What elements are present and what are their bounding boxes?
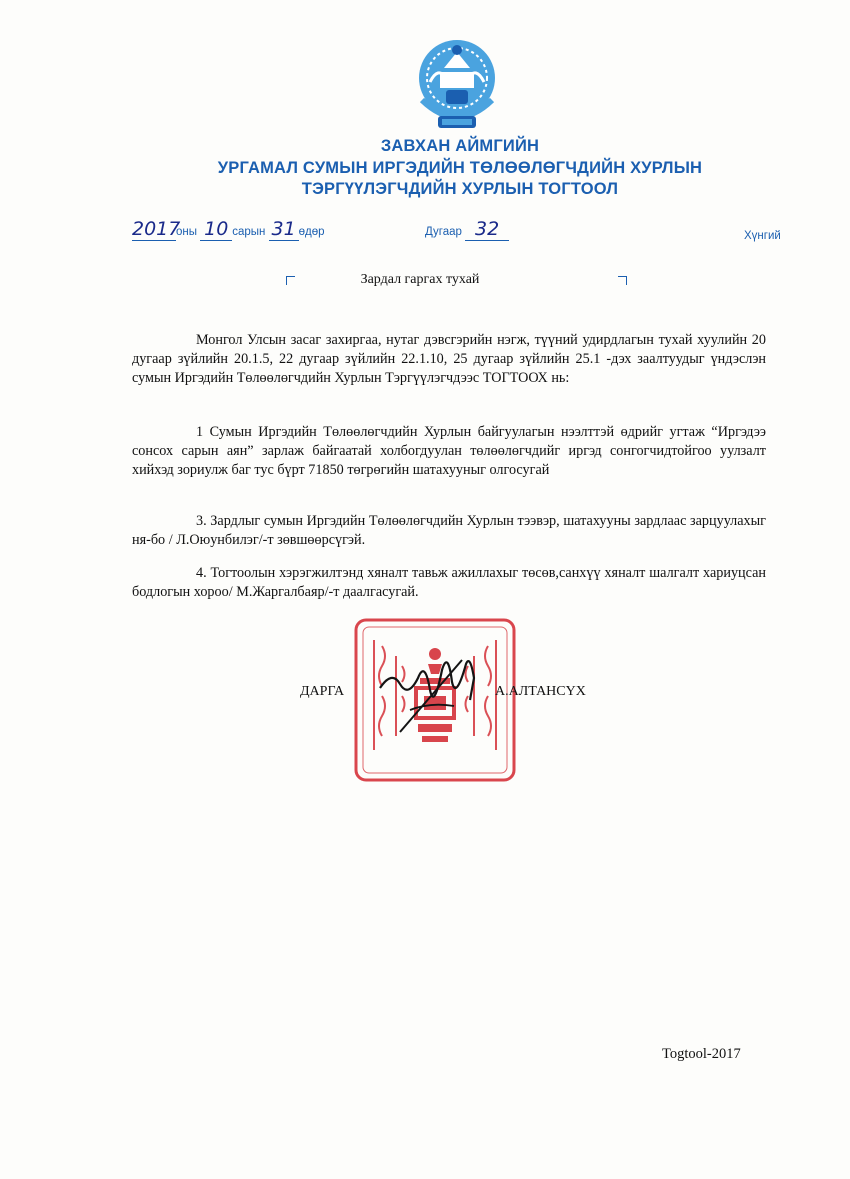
month-value: 10 bbox=[200, 218, 232, 241]
day-label: өдөр bbox=[298, 226, 325, 238]
body-paragraph bbox=[132, 564, 766, 602]
body-paragraph bbox=[132, 512, 766, 550]
signatory-name: А.АЛТАНСҮХ bbox=[495, 684, 586, 699]
day-value: 31 bbox=[269, 218, 299, 241]
body-paragraph bbox=[132, 423, 766, 480]
document-code: Togtool-2017 bbox=[662, 1046, 741, 1062]
state-emblem-icon bbox=[416, 38, 498, 132]
body-paragraph bbox=[132, 331, 766, 388]
year-label: оны bbox=[176, 226, 198, 238]
handwritten-signature bbox=[370, 640, 490, 740]
organization-title-line1: ЗАВХАН АЙМГИЙН bbox=[380, 137, 540, 155]
bracket-left-icon bbox=[286, 276, 295, 285]
organization-title-line2: УРГАМАЛ СУМЫН ИРГЭДИЙН ТӨЛӨӨЛӨГЧДИЙН ХУРЛЫН bbox=[217, 159, 703, 177]
paragraph-text: 3. Зардлыг сумын Иргэдийн Төлөөлөгчдийн Хурлын тээвэр, шатахууны зардлаас зарцуулахыг ня-бо / Л.Оюунбилэг/-т зөвшөөрсүгэй. bbox=[132, 513, 766, 548]
document-subject: Зардал гаргах тухай bbox=[360, 272, 480, 287]
date-field bbox=[132, 218, 325, 241]
place-name: Хүнгий bbox=[744, 230, 781, 242]
number-value: 32 bbox=[465, 218, 509, 241]
paragraph-text: Монгол Улсын засаг захиргаа, нутаг дэвсгэрийн нэгж, түүний удирдлагын тухай хуулийн 20 дугаар зүйлийн 20.1.5, 22 дугаар зүйлийн 22.1.10, 25 дугаар зүйлийн 25.1 -дэх заалтуудыг үндэслэн сумын Иргэдийн Төлөөлөгчдийн Хурлын Тэргүүлэгчдээс ТОГТООХ нь: bbox=[132, 332, 766, 386]
paragraph-text: 4. Тогтоолын хэрэгжилтэнд хяналт тавьж ажиллахыг төсөв,санхүү хяналт шалгалт хариуцсан бодлогын хороо/ М.Жаргалбаяр/-т даалгасугай. bbox=[132, 565, 766, 600]
paragraph-text: 1 Сумын Иргэдийн Төлөөлөгчдийн Хурлын байгуулагын нээлттэй өдрийг угтаж “Иргэдээ сонсох сарын аян” зарлаж байгаатай холбогдуулан төлөөлөгчдийг иргэд сонгогчидтойгоо уулзалт хийхэд зориулж баг тус бүрт 71850 төгрөгийн шатахууныг олгосугай bbox=[132, 424, 766, 478]
number-label: Дугаар bbox=[425, 226, 462, 238]
bracket-right-icon bbox=[618, 276, 627, 285]
document-type-title: ТЭРГҮҮЛЭГЧДИЙН ХУРЛЫН ТОГТООЛ bbox=[301, 180, 619, 198]
signatory-title: ДАРГА bbox=[300, 684, 345, 699]
number-field bbox=[425, 218, 509, 241]
month-label: сарын bbox=[232, 226, 266, 238]
year-value: 2017 bbox=[132, 218, 181, 240]
